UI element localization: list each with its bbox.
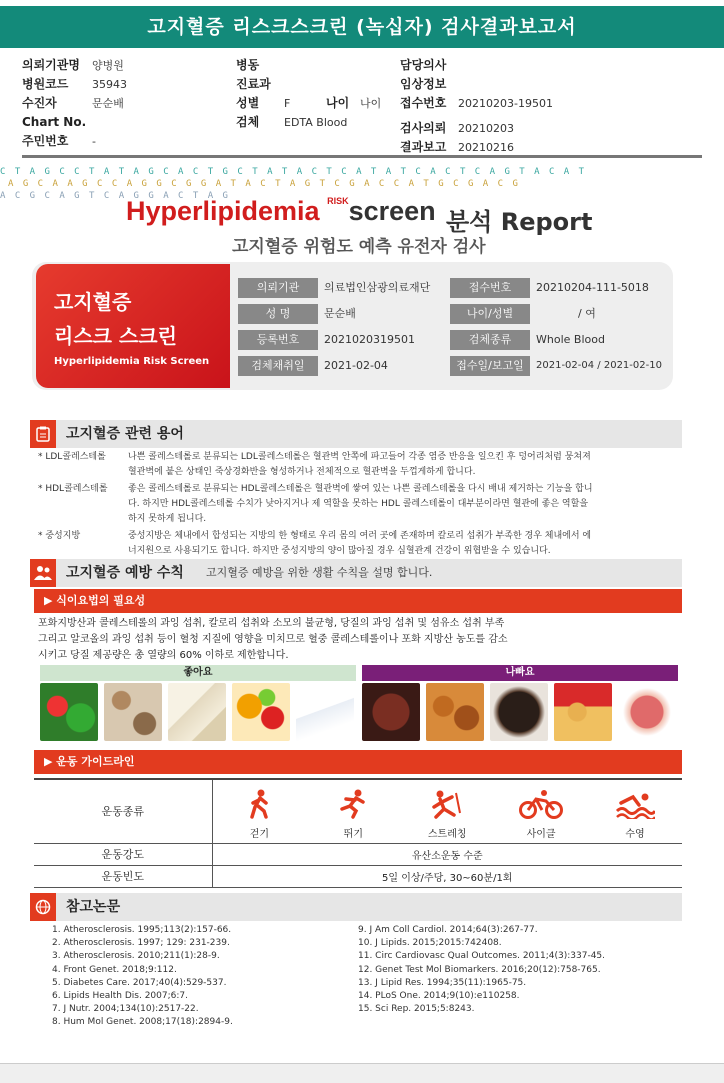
reference-item: 3. Atherosclerosis. 2010;211(1):28-9. bbox=[52, 951, 220, 962]
section-references-header bbox=[30, 893, 682, 921]
brand-report: 분석 Report bbox=[446, 208, 593, 236]
header-label: 임상정보 bbox=[400, 77, 447, 91]
header-value: 20210216 bbox=[458, 141, 514, 154]
header-value: 20210203-19501 bbox=[458, 97, 553, 110]
exercise-stretching bbox=[407, 789, 487, 840]
header-label: 의뢰기관명 bbox=[22, 58, 80, 72]
header-value: 양병원 bbox=[92, 59, 124, 72]
page-footer bbox=[0, 1063, 724, 1083]
header-label: 결과보고 bbox=[400, 140, 447, 154]
info-key: 등록번호 bbox=[238, 330, 318, 350]
info-key: 접수번호 bbox=[450, 278, 530, 298]
brand-logo bbox=[126, 196, 436, 227]
exercise-intensity-value: 유산소운동 수준 bbox=[212, 843, 682, 865]
exercise-bar: ▶ 운동 가이드라인 bbox=[34, 750, 682, 774]
reference-item: 6. Lipids Health Dis. 2007;6:7. bbox=[52, 991, 188, 1002]
food-fruits-image bbox=[232, 683, 290, 741]
bad-foods-label: 나빠요 bbox=[362, 665, 678, 681]
info-value: 20210204-111-5018 bbox=[536, 281, 649, 294]
walking-icon bbox=[244, 789, 274, 819]
header-label: 병원코드 bbox=[22, 77, 69, 91]
swimming-icon bbox=[615, 789, 655, 819]
dna-row: A G C A A G C C A G G C G G A T A C T A G T C G A C C A T G C G A C G bbox=[8, 179, 520, 189]
exercise-types-cell bbox=[212, 779, 682, 843]
header-label: 수진자 bbox=[22, 96, 57, 110]
exercise-type-row bbox=[34, 779, 682, 843]
reference-item: 11. Circ Cardiovasc Qual Outcomes. 2011;4(3):337-45. bbox=[358, 951, 606, 962]
running-icon bbox=[336, 789, 370, 819]
section-prevention-header bbox=[30, 559, 682, 587]
dna-row: C T A G C C T A T A G C A C T G C T A T A C T C A T A T C A C T C A G T A C A T bbox=[0, 167, 587, 177]
header-label: 접수번호 bbox=[400, 96, 447, 110]
header-col-3 bbox=[400, 56, 553, 157]
header-col-1 bbox=[22, 56, 127, 151]
food-tofu-image bbox=[168, 683, 226, 741]
reference-item: 5. Diabetes Care. 2017;40(4):529-537. bbox=[52, 977, 227, 988]
term-key: * 중성지방 bbox=[38, 531, 81, 541]
food-ham-image bbox=[618, 683, 676, 741]
header-label: Chart No. bbox=[22, 115, 87, 129]
exercise-label: 스트레칭 bbox=[427, 828, 467, 840]
info-key: 성 명 bbox=[238, 304, 318, 324]
card-title-1: 고지혈증 bbox=[54, 290, 132, 314]
card-title-panel bbox=[36, 264, 230, 388]
brand-name-red: Hyperlipidemia bbox=[126, 196, 320, 226]
globe-icon bbox=[30, 893, 56, 921]
section-terms-header bbox=[30, 420, 682, 448]
exercise-label: 뛰기 bbox=[343, 828, 363, 840]
exercise-walking bbox=[219, 789, 299, 840]
report-title: 고지혈증 리스크스크린 (녹십자) 검사결과보고서 bbox=[0, 6, 724, 48]
card-title-en: Hyperlipidemia Risk Screen bbox=[54, 356, 210, 367]
term-key: * HDL콜레스테롤 bbox=[38, 484, 108, 494]
header-label: 검사의뢰 bbox=[400, 121, 447, 135]
exercise-cycling bbox=[501, 789, 581, 840]
exercise-label: 사이클 bbox=[526, 828, 556, 840]
reference-item: 2. Atherosclerosis. 1997; 129: 231-239. bbox=[52, 938, 230, 949]
reference-item: 8. Hum Mol Genet. 2008;17(18):2894-9. bbox=[52, 1017, 233, 1028]
exercise-intensity-label: 운동강도 bbox=[34, 843, 212, 865]
clipboard-icon bbox=[30, 420, 56, 448]
info-key: 검체종류 bbox=[450, 330, 530, 350]
age-label: 나이 bbox=[326, 96, 350, 110]
exercise-frequency-value: 5일 이상/주당, 30~60분/1회 bbox=[212, 865, 682, 887]
card-title-2: 리스크 스크린 bbox=[54, 324, 177, 348]
food-noodles-image bbox=[490, 683, 548, 741]
section-desc: 고지혈증 예방을 위한 생활 수칙을 설명 합니다. bbox=[206, 566, 433, 579]
diet-line: 포화지방산과 콜레스테롤의 과잉 섭취, 칼로리 섭취와 소모의 불균형, 당질의 과잉 섭취 및 섬유소 섭취 부족 bbox=[38, 618, 505, 629]
header-value: 35943 bbox=[92, 78, 127, 91]
food-meat-image bbox=[362, 683, 420, 741]
header-value: 문순배 bbox=[92, 97, 124, 110]
term-item bbox=[38, 482, 598, 527]
reference-item: 12. Genet Test Mol Biomarkers. 2016;20(12):758-765. bbox=[358, 964, 601, 975]
terms-list bbox=[38, 450, 598, 561]
diet-text bbox=[38, 616, 678, 664]
exercise-frequency-label: 운동빈도 bbox=[34, 865, 212, 887]
age-value: 나이 bbox=[360, 97, 382, 110]
header-label: 성별 bbox=[236, 96, 260, 110]
info-value: 2021-02-04 bbox=[324, 359, 388, 372]
info-key: 나이/성별 bbox=[450, 304, 530, 324]
info-value: / 여 bbox=[578, 307, 596, 320]
header-value: EDTA Blood bbox=[284, 116, 348, 129]
term-value: 나쁜 콜레스테롤로 분류되는 LDL콜레스테롤은 혈관벽 안쪽에 파고들어 각종 염증 반응을 일으킨 후 덩어리처럼 뭉쳐져 혈관벽에 붙은 상태인 죽상경화반을 형성하거나 전체적으로 혈관벽을 두껍게하게 합니다. bbox=[128, 452, 591, 477]
header-divider bbox=[22, 155, 702, 158]
exercise-type-label: 운동종류 bbox=[34, 779, 212, 843]
food-fried-chicken-image bbox=[426, 683, 484, 741]
dna-row: A C G C A G T C A G G A C T A G bbox=[0, 191, 230, 201]
header-col-2 bbox=[236, 56, 381, 132]
diet-line: 그리고 알코올의 과잉 섭취 등이 혈청 지질에 영향을 미치므로 혈중 콜레스테롤이나 포화 지방산 농도를 감소 bbox=[38, 634, 508, 645]
reference-item: 10. J Lipids. 2015;2015:742408. bbox=[358, 938, 502, 949]
people-icon bbox=[30, 559, 56, 587]
header-label: 진료과 bbox=[236, 77, 271, 91]
info-value: Whole Blood bbox=[536, 333, 605, 346]
header-label: 담당의사 bbox=[400, 58, 447, 72]
header-label: 병동 bbox=[236, 58, 260, 72]
header-value: - bbox=[92, 135, 96, 148]
reference-item: 4. Front Genet. 2018;9:112. bbox=[52, 964, 177, 975]
reference-item: 9. J Am Coll Cardiol. 2014;64(3):267-77. bbox=[358, 925, 538, 935]
section-title: 참고논문 bbox=[66, 899, 121, 915]
stretching-icon bbox=[430, 789, 464, 819]
term-item bbox=[38, 529, 598, 559]
section-title: 고지혈증 예방 수칙 bbox=[66, 565, 184, 581]
exercise-frequency-row bbox=[34, 865, 682, 887]
cycling-icon bbox=[518, 789, 564, 819]
header-value: 20210203 bbox=[458, 122, 514, 135]
exercise-intensity-row bbox=[34, 843, 682, 865]
brand-name-dark: screen bbox=[348, 196, 436, 226]
food-chips-image bbox=[554, 683, 612, 741]
info-value: 2021-02-04 / 2021-02-10 bbox=[536, 360, 662, 371]
info-key: 접수일/보고일 bbox=[450, 356, 530, 376]
term-item bbox=[38, 450, 598, 480]
good-foods-label: 좋아요 bbox=[40, 665, 356, 681]
reference-item: 14. PLoS One. 2014;9(10):e110258. bbox=[358, 991, 520, 1002]
references-right bbox=[358, 924, 605, 1016]
exercise-running bbox=[313, 789, 393, 840]
term-key: * LDL콜레스테롤 bbox=[38, 452, 106, 462]
term-value: 중성지방은 체내에서 합성되는 지방의 한 형태로 우리 몸의 여러 곳에 존재하며 칼로리 섭취가 부족한 경우 체내에서 에너지원으로 사용되기도 합니다. 하지만 중성지방의 양이 많아질 경우 심혈관계 건강이 위협받을 수 있습니다. bbox=[128, 531, 592, 556]
info-key: 검체채취일 bbox=[238, 356, 318, 376]
reference-item: 15. Sci Rep. 2015;5:8243. bbox=[358, 1004, 475, 1015]
diet-bar: ▶ 식이요법의 필요성 bbox=[34, 589, 682, 613]
info-value: 문순배 bbox=[324, 307, 356, 320]
reference-item: 13. J Lipid Res. 1994;35(11):1965-75. bbox=[358, 977, 527, 988]
term-value: 좋은 콜레스테롤로 분류되는 HDL콜레스테롤은 혈관벽에 쌓여 있는 나쁜 콜레스테롤을 다시 배내 제거하는 기능을 합니다. 하지만 HDL콜레스테롤 수치가 낮아지거나 제 역할을 못하는 HDL 콜레스테롤이 대부분이라면 혈관에 좋은 역할을 하지 못하게 됩니다. bbox=[128, 484, 593, 524]
diet-line: 시키고 당질 제공량은 총 열량의 60% 이하로 제한합니다. bbox=[38, 650, 289, 661]
brand-subtitle: 고지혈증 위험도 예측 유전자 검사 bbox=[232, 237, 486, 257]
info-value: 의료법인삼광의료재단 bbox=[324, 281, 431, 294]
brand-risk: RISK bbox=[327, 196, 349, 206]
food-mushrooms-image bbox=[104, 683, 162, 741]
references-left bbox=[52, 924, 233, 1030]
section-title: 고지혈증 관련 용어 bbox=[66, 426, 184, 442]
exercise-label: 수영 bbox=[625, 828, 645, 840]
reference-item: 1. Atherosclerosis. 1995;113(2):157-66. bbox=[52, 925, 232, 935]
exercise-table bbox=[34, 778, 682, 888]
header-label: 주민번호 bbox=[22, 134, 69, 148]
reference-item: 7. J Nutr. 2004;134(10):2517-22. bbox=[52, 1004, 199, 1015]
header-value: F bbox=[284, 97, 291, 110]
exercise-label: 걷기 bbox=[249, 828, 270, 840]
food-milk-image bbox=[296, 683, 354, 741]
info-value: 2021020319501 bbox=[324, 333, 415, 346]
food-vegetables-image bbox=[40, 683, 98, 741]
info-key: 의뢰기관 bbox=[238, 278, 318, 298]
header-label: 검체 bbox=[236, 115, 260, 129]
exercise-swimming bbox=[595, 789, 675, 840]
